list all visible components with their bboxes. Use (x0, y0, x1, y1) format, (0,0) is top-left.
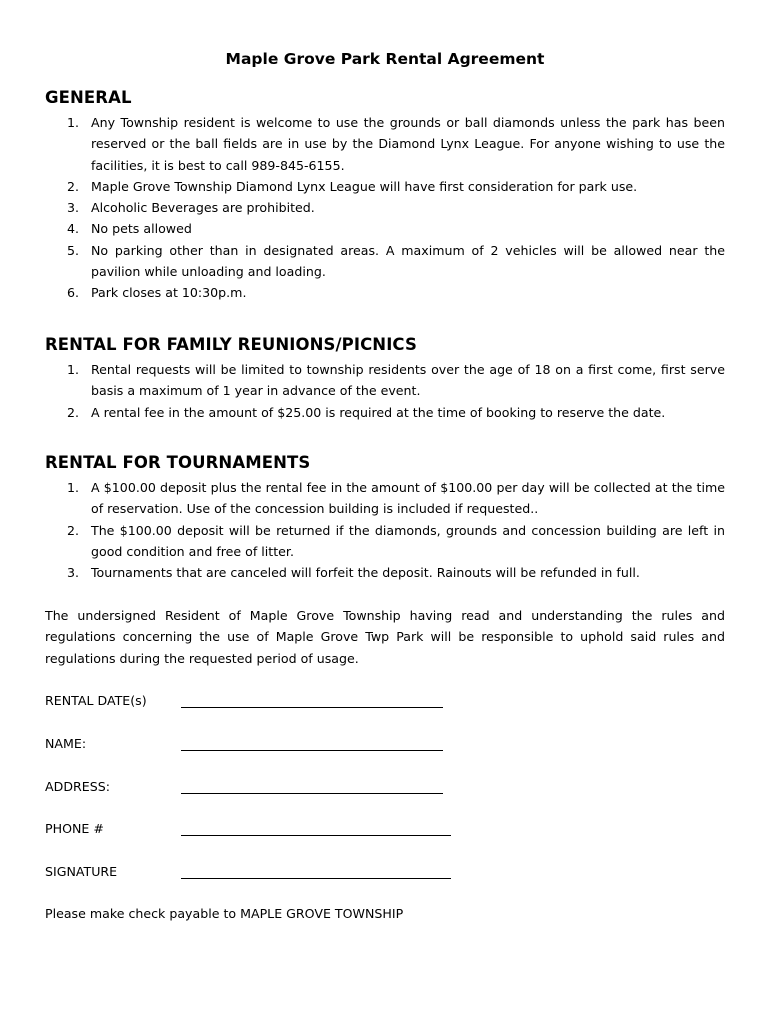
list-item-number: 3. (67, 565, 80, 581)
list-item (45, 176, 725, 197)
signature-label: SIGNATURE (45, 864, 118, 879)
family-rental-list (45, 359, 725, 423)
rental-date-field[interactable] (181, 707, 443, 708)
list-item-number: 6. (67, 285, 80, 301)
resident-statement: The undersigned Resident of Maple Grove Township having read and understanding the rules and regulations concerning the use of Maple Grove Twp Park will be responsible to uphold said rules and regulations during the requested period of usage. (45, 608, 725, 666)
list-item-text: Rental requests will be limited to township residents over the age of 18 on a first come, first serve basis a maximum of 1 year in advance of the event. (91, 362, 725, 399)
list-item-text: Any Township resident is welcome to use the grounds or ball diamonds unless the park has been reserved or the ball fields are in use by the Diamond Lynx League. For anyone wishing to use the facilities, it is best to call 989-845-6155. (91, 115, 725, 173)
family-rental-heading: RENTAL FOR FAMILY REUNIONS/PICNICS (45, 335, 417, 354)
list-item-number: 5. (67, 242, 80, 258)
list-item-number: 4. (67, 221, 80, 237)
name-field[interactable] (181, 750, 443, 751)
list-item (45, 402, 725, 423)
general-heading: GENERAL (45, 88, 132, 107)
address-field[interactable] (181, 793, 443, 794)
list-item (45, 477, 725, 520)
list-item (45, 562, 725, 583)
signature-field[interactable] (181, 878, 451, 879)
rental-date-label: RENTAL DATE(s) (45, 693, 147, 708)
list-item-text: A $100.00 deposit plus the rental fee in the amount of $100.00 per day will be collected at the time of reservation. Use of the concession building is included if requested.. (91, 480, 725, 517)
list-item-text: Tournaments that are canceled will forfeit the deposit. Rainouts will be refunded in full. (91, 565, 640, 581)
list-item-text: Maple Grove Township Diamond Lynx League will have first consideration for park use. (91, 178, 638, 194)
list-item (45, 520, 725, 563)
tournament-rental-list (45, 477, 725, 583)
address-label: ADDRESS: (45, 779, 110, 794)
phone-field[interactable] (181, 835, 451, 836)
list-item-number: 1. (67, 480, 80, 495)
list-item-number: 1. (67, 115, 80, 130)
list-item-text: No parking other than in designated areas. A maximum of 2 vehicles will be allowed near the pavilion while unloading and loading. (91, 242, 725, 280)
list-item-number: 2. (67, 522, 80, 538)
list-item-text: The $100.00 deposit will be returned if the diamonds, grounds and concession building are left in good condition and free of litter. (91, 522, 725, 559)
phone-label: PHONE # (45, 821, 104, 836)
document-title: Maple Grove Park Rental Agreement (225, 50, 545, 68)
list-item-number: 2. (67, 404, 80, 420)
list-item (45, 240, 725, 283)
tournament-rental-heading: RENTAL FOR TOURNAMENTS (45, 453, 311, 472)
list-item-number: 3. (67, 200, 80, 216)
list-item-number: 2. (67, 178, 80, 194)
list-item (45, 112, 725, 176)
general-list (45, 112, 725, 304)
list-item (45, 282, 725, 303)
name-label: NAME: (45, 736, 87, 751)
payment-note: Please make check payable to MAPLE GROVE TOWNSHIP (45, 906, 404, 921)
list-item-text: A rental fee in the amount of $25.00 is required at the time of booking to reserve the date. (91, 404, 666, 420)
list-item (45, 359, 725, 402)
list-item-number: 1. (67, 362, 80, 377)
list-item-text: Park closes at 10:30p.m. (91, 285, 247, 301)
list-item-text: No pets allowed (91, 221, 192, 237)
list-item (45, 197, 725, 218)
list-item-text: Alcoholic Beverages are prohibited. (91, 200, 315, 216)
list-item (45, 218, 725, 239)
